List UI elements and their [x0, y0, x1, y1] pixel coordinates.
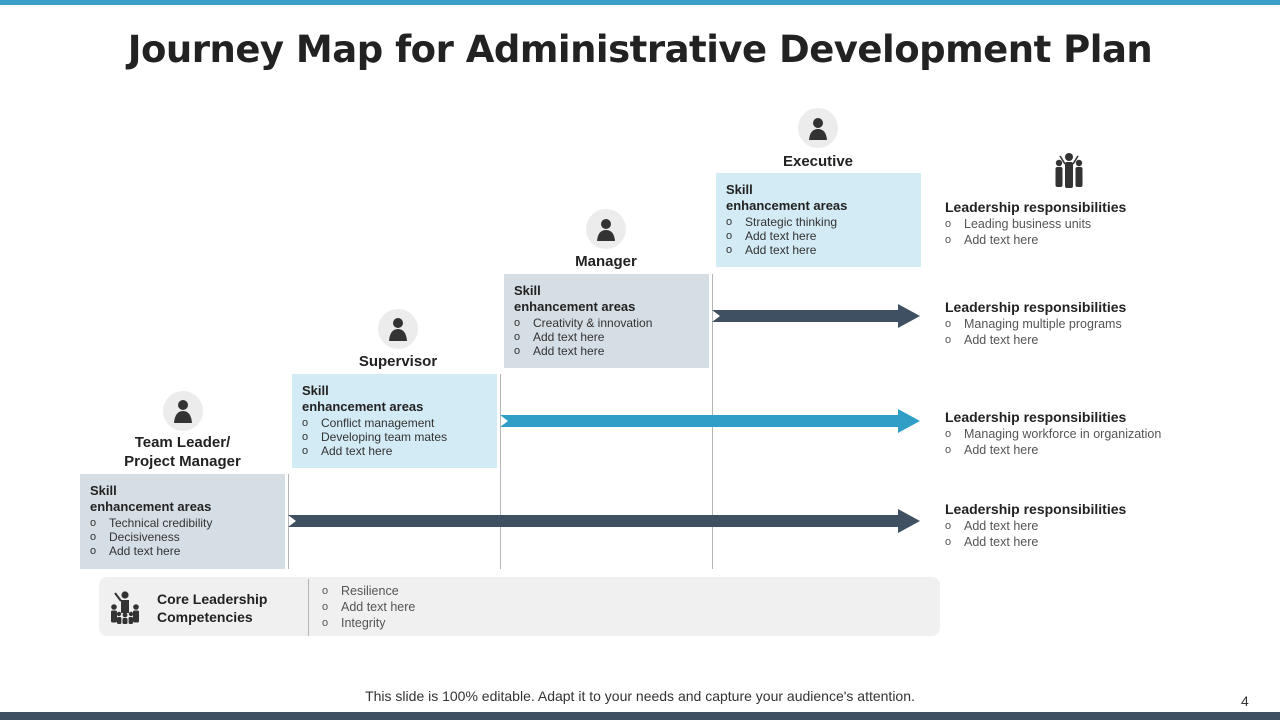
person-icon — [807, 115, 829, 141]
bottom-accent-bar — [0, 712, 1280, 720]
responsibility-list — [945, 216, 1245, 248]
list-item: o Decisiveness — [90, 530, 275, 544]
responsibility-list — [945, 316, 1245, 348]
list-item: o Add text here — [302, 444, 487, 458]
responsibility-executive: Leadership responsibilities o Leading business units o Add text here — [945, 199, 1245, 248]
skill-box-executive: Skill enhancement areas o Strategic thinking o Add text here o Add text here — [716, 173, 921, 267]
responsibility-list — [945, 426, 1245, 458]
person-icon — [595, 216, 617, 242]
responsibility-team-leader: Leadership responsibilities o Add text here o Add text here — [945, 501, 1245, 550]
responsibility-supervisor: Leadership responsibilities o Managing workforce in organization o Add text here — [945, 409, 1245, 458]
list-item: o Add text here — [90, 544, 275, 558]
list-item: o Add text here — [945, 332, 1245, 348]
core-divider — [308, 579, 309, 636]
list-item: o Leading business units — [945, 216, 1245, 232]
list-item: o Add text here — [726, 229, 911, 243]
skill-list — [302, 416, 487, 458]
list-item: o Add text here — [945, 232, 1245, 248]
list-item: o Add text here — [945, 534, 1245, 550]
footer-note: This slide is 100% editable. Adapt it to your needs and capture your audience's attention. — [365, 688, 915, 704]
skill-box-supervisor: Skill enhancement areas o Conflict management o Developing team mates o Add text here — [292, 374, 497, 468]
list-item: o Integrity — [322, 615, 415, 631]
page-title: Journey Map for Administrative Development Plan — [127, 28, 1153, 71]
list-item: o Conflict management — [302, 416, 487, 430]
arrow-level-2 — [500, 409, 920, 433]
skill-box-manager: Skill enhancement areas o Creativity & innovation o Add text here o Add text here — [504, 274, 709, 368]
arrow-level-3 — [712, 304, 920, 328]
list-item: o Technical credibility — [90, 516, 275, 530]
role-label-team-leader: Team Leader/ Project Manager — [124, 434, 241, 470]
list-item: o Add text here — [322, 599, 415, 615]
list-item: o Add text here — [945, 518, 1245, 534]
manager-avatar — [586, 209, 626, 249]
core-competencies-panel — [99, 577, 940, 636]
executive-avatar — [798, 108, 838, 148]
list-item: o Managing workforce in organization — [945, 426, 1245, 442]
team-leader-avatar — [163, 391, 203, 431]
list-item: o Add text here — [945, 442, 1245, 458]
leader-team-icon — [107, 589, 143, 625]
role-label-executive: Executive — [782, 153, 854, 170]
page-number: 4 — [1241, 693, 1249, 709]
skill-list — [726, 215, 911, 257]
skill-list — [514, 316, 699, 358]
list-item: o Creativity & innovation — [514, 316, 699, 330]
person-icon — [387, 316, 409, 342]
responsibility-manager: Leadership responsibilities o Managing multiple programs o Add text here — [945, 299, 1245, 348]
list-item: o Developing team mates — [302, 430, 487, 444]
skill-box-team-leader: Skill enhancement areas o Technical credibility o Decisiveness o Add text here — [80, 474, 285, 569]
team-group-icon — [1052, 152, 1086, 190]
list-item: o Resilience — [322, 583, 415, 599]
arrow-level-1 — [288, 509, 920, 533]
role-label-manager: Manager — [575, 253, 637, 270]
list-item: o Add text here — [514, 344, 699, 358]
role-label-supervisor: Supervisor — [358, 353, 438, 370]
list-item: o Add text here — [514, 330, 699, 344]
list-item: o Strategic thinking — [726, 215, 911, 229]
skill-list — [90, 516, 275, 558]
core-competencies-label: Core Leadership Competencies — [157, 591, 268, 625]
list-item: o Add text here — [726, 243, 911, 257]
list-item: o Managing multiple programs — [945, 316, 1245, 332]
responsibility-list — [945, 518, 1245, 550]
supervisor-avatar — [378, 309, 418, 349]
person-icon — [172, 398, 194, 424]
core-competencies-list — [322, 583, 415, 631]
